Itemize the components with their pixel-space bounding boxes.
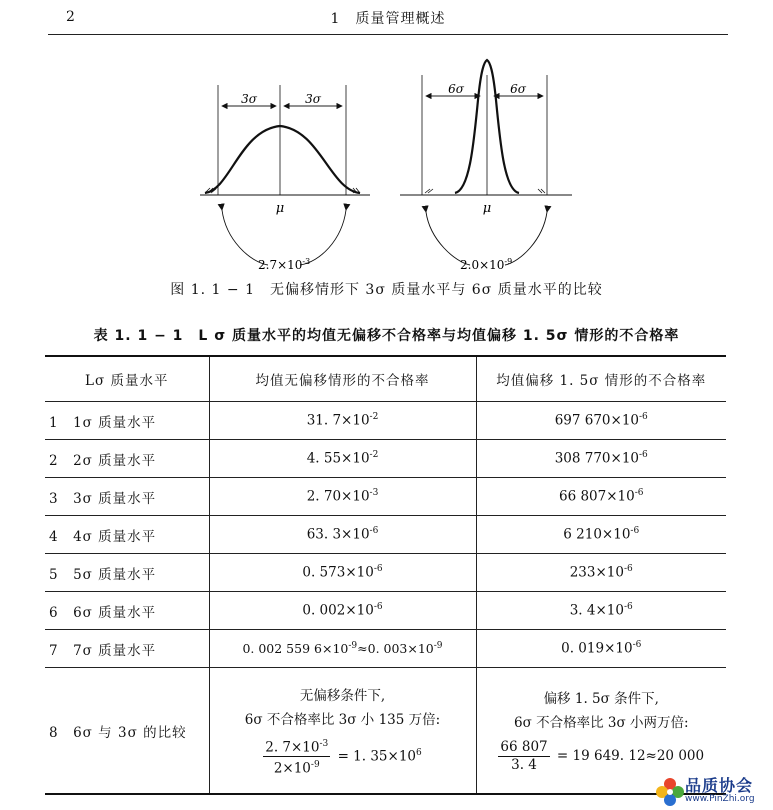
- table-row: [45, 478, 726, 516]
- row-shift: 308 $770\times 10^{-6}$: [476, 440, 726, 478]
- table-row: [45, 516, 726, 554]
- row-no-shift: 0. $002\times 10^{-6}$: [209, 592, 476, 630]
- right-mean-label: μ: [482, 201, 492, 216]
- row-shift: 6 $210\times 10^{-6}$: [476, 516, 726, 554]
- comparison-no-shift: 无偏移条件下, 6σ 不合格率比 3σ 小 135 万倍: $\frac{2. 7\times 10^{-3}}{2\times 10^{-9}}$ = 1. $35\times 10^6$: [209, 668, 476, 795]
- table-header-row: [45, 356, 726, 402]
- left-tail-rate: $2.7\times 10^{-3}$: [258, 257, 311, 272]
- row-no-shift: 0. 002 559 $6\times 10^{-9}\approx 0$. $003\times 10^{-9}$: [209, 630, 476, 668]
- row-no-shift: 2. $70\times 10^{-3}$: [209, 478, 476, 516]
- table-row: [45, 630, 726, 668]
- row-no-shift: 31. $7\times 10^{-2}$: [209, 402, 476, 440]
- six-sigma-curve: [400, 60, 572, 265]
- flower-icon: [655, 775, 685, 809]
- watermark-url: www.PinZhi.org: [685, 794, 755, 804]
- row-level: 7 7σ 质量水平: [45, 630, 209, 668]
- row-no-shift: 4. $55\times 10^{-2}$: [209, 440, 476, 478]
- chapter-title: 1 质量管理概述: [330, 11, 446, 27]
- row-shift: 66 $807\times 10^{-6}$: [476, 478, 726, 516]
- left-sigma-label-right: 3σ: [305, 92, 321, 106]
- comparison-row: [45, 668, 726, 795]
- table-title: 表 1. 1 − 1 L σ 质量水平的均值无偏移不合格率与均值偏移 1. 5σ 情形的不合格率: [93, 328, 680, 344]
- comparison-level: 8 6σ 与 3σ 的比较: [45, 668, 209, 795]
- figure-caption: 图 1. 1 − 1 无偏移情形下 3σ 质量水平与 6σ 质量水平的比较: [170, 282, 603, 298]
- row-level: 4 4σ 质量水平: [45, 516, 209, 554]
- page-number: 2: [66, 9, 75, 25]
- header-shift: 均值偏移 1. 5σ 情形的不合格率: [476, 356, 726, 402]
- right-sigma-label: 6σ: [448, 82, 464, 96]
- table-row: [45, 440, 726, 478]
- row-shift: 3. $4\times 10^{-6}$: [476, 592, 726, 630]
- right-tail-rate: $2.0\times 10^{-9}$: [460, 257, 513, 272]
- row-level: 1 1σ 质量水平: [45, 402, 209, 440]
- comparison-shift: 偏移 1. 5σ 条件下, 6σ 不合格率比 3σ 小两万倍: $\frac{66 807}{3. 4}$ = 19 649. 12≈20 000: [476, 668, 726, 795]
- row-shift: $233\times 10^{-6}$: [476, 554, 726, 592]
- header-no-shift: 均值无偏移情形的不合格率: [209, 356, 476, 402]
- page-header: [48, 0, 728, 35]
- table-row: [45, 554, 726, 592]
- row-shift: 697 $670\times 10^{-6}$: [476, 402, 726, 440]
- right-sigma-label-right: 6σ: [510, 82, 526, 96]
- row-no-shift: 63. $3\times 10^{-6}$: [209, 516, 476, 554]
- header-level: Lσ 质量水平: [45, 356, 209, 402]
- row-level: 3 3σ 质量水平: [45, 478, 209, 516]
- sigma-table: [45, 355, 726, 795]
- watermark-name: 品质协会: [685, 776, 754, 795]
- watermark-logo: [655, 774, 773, 810]
- shift-fraction: $\frac{66 807}{3. 4}$: [500, 739, 548, 773]
- row-shift: 0. $019\times 10^{-6}$: [476, 630, 726, 668]
- row-level: 6 6σ 质量水平: [45, 592, 209, 630]
- row-no-shift: 0. $573\times 10^{-6}$: [209, 554, 476, 592]
- row-level: 2 2σ 质量水平: [45, 440, 209, 478]
- table-row: [45, 592, 726, 630]
- table-row: [45, 402, 726, 440]
- no-shift-fraction: $\frac{2. 7\times 10^{-3}}{2\times 10^{-9}}$: [263, 736, 330, 778]
- distribution-figure: [0, 40, 773, 275]
- left-mean-label: μ: [275, 201, 285, 216]
- row-level: 5 5σ 质量水平: [45, 554, 209, 592]
- left-sigma-label: 3σ: [241, 92, 257, 106]
- three-sigma-curve: [200, 85, 370, 265]
